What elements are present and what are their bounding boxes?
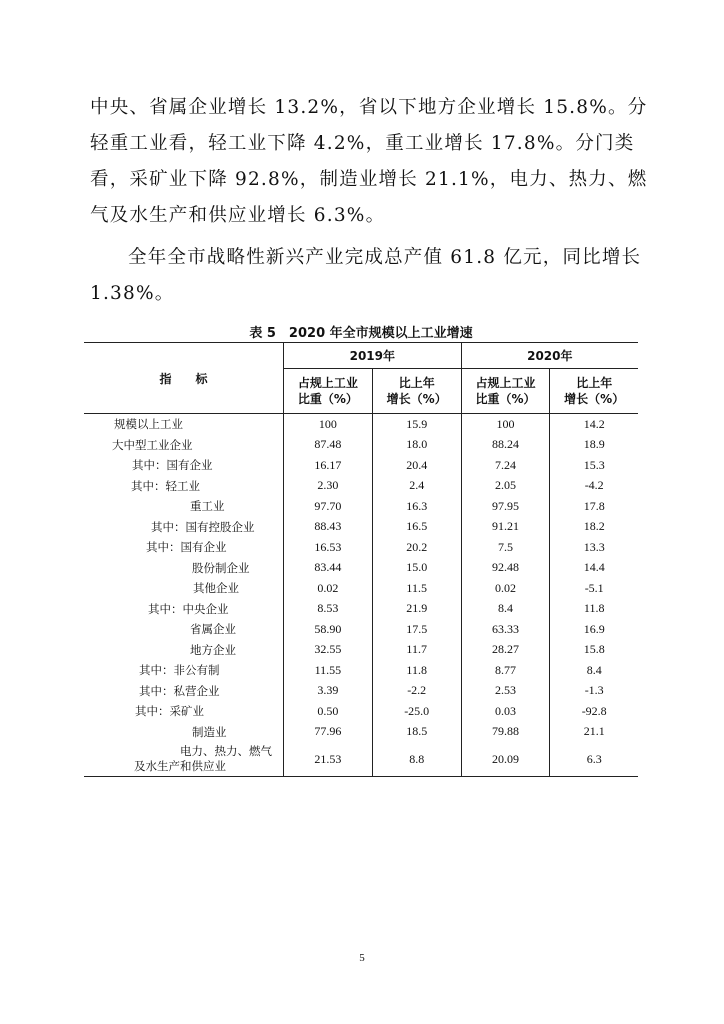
cell-share-2020: 2.05 — [461, 476, 550, 497]
cell-growth-2019: 18.0 — [372, 435, 461, 456]
cell-share-2020: 79.88 — [461, 722, 550, 743]
cell-growth-2020: -92.8 — [581, 703, 607, 718]
header-growth-2019: 比上年 增长（%） — [372, 369, 461, 414]
header-year-2019: 2019年 — [284, 343, 462, 369]
table-row — [84, 558, 638, 579]
cell-growth-2020: 16.9 — [583, 621, 605, 636]
row-label: 大中型工业企业 — [84, 435, 284, 456]
table-row — [84, 578, 638, 599]
cell-growth-2020: -5.1 — [584, 580, 604, 595]
cell-share-2020: 91.21 — [461, 517, 550, 538]
table-row — [84, 496, 638, 517]
cell-share-2020: 63.33 — [461, 619, 550, 640]
table-row — [84, 476, 638, 497]
cell-share-2019: 100 — [284, 414, 373, 435]
cell-share-2019: 2.30 — [284, 476, 373, 497]
table-row — [84, 414, 638, 435]
header-indicator: 指 标 — [84, 343, 284, 414]
row-label: 其中：采矿业 — [84, 701, 284, 722]
cell-growth-2020: -1.3 — [584, 683, 604, 698]
cell-share-2020: 20.09 — [461, 742, 550, 777]
cell-growth-2020: 21.1 — [583, 724, 605, 739]
row-label: 其中：私营企业 — [84, 681, 284, 702]
cell-growth-2020: 17.8 — [583, 498, 605, 513]
header-growth-2020: 比上年 增长（%） — [550, 369, 638, 414]
table-row — [84, 742, 638, 777]
cell-growth-2019: 8.8 — [372, 742, 461, 777]
table-row — [84, 722, 638, 743]
row-label: 其中：非公有制 — [84, 660, 284, 681]
cell-growth-2019: 20.4 — [372, 455, 461, 476]
row-label: 其中：中央企业 — [84, 599, 284, 620]
cell-growth-2020: 14.2 — [583, 416, 605, 431]
cell-growth-2019: -2.2 — [372, 681, 461, 702]
cell-share-2019: 0.02 — [284, 578, 373, 599]
cell-share-2020: 0.03 — [461, 701, 550, 722]
cell-share-2019: 16.53 — [284, 537, 373, 558]
cell-share-2020: 100 — [461, 414, 550, 435]
industry-growth-table — [84, 342, 638, 777]
row-label: 省属企业 — [84, 619, 284, 640]
cell-growth-2019: 16.3 — [372, 496, 461, 517]
cell-share-2019: 32.55 — [284, 640, 373, 661]
cell-share-2020: 88.24 — [461, 435, 550, 456]
cell-growth-2020: 15.3 — [583, 457, 605, 472]
row-label: 地方企业 — [84, 640, 284, 661]
table-caption: 表 5 2020 年全市规模以上工业增速 — [249, 326, 473, 341]
cell-share-2019: 21.53 — [284, 742, 373, 777]
table-row — [84, 435, 638, 456]
cell-growth-2019: -25.0 — [372, 701, 461, 722]
cell-growth-2019: 11.5 — [372, 578, 461, 599]
cell-growth-2019: 2.4 — [372, 476, 461, 497]
cell-growth-2019: 11.8 — [372, 660, 461, 681]
paragraph-emerging-industries-text: 全年全市战略性新兴产业完成总产值 61.8 亿元，同比增长 1.38%。 — [90, 247, 642, 304]
cell-growth-2020: 13.3 — [583, 539, 605, 554]
cell-share-2020: 28.27 — [461, 640, 550, 661]
cell-growth-2020: 14.4 — [583, 560, 605, 575]
row-label-multiline: 电力、热力、燃气 及水生产和供应业 — [84, 742, 284, 777]
cell-growth-2019: 15.0 — [372, 558, 461, 579]
cell-share-2019: 3.39 — [284, 681, 373, 702]
cell-share-2019: 88.43 — [284, 517, 373, 538]
cell-growth-2020: 8.4 — [586, 662, 602, 677]
cell-growth-2019: 15.9 — [372, 414, 461, 435]
cell-growth-2019: 20.2 — [372, 537, 461, 558]
cell-share-2020: 92.48 — [461, 558, 550, 579]
cell-growth-2019: 21.9 — [372, 599, 461, 620]
cell-growth-2019: 18.5 — [372, 722, 461, 743]
cell-share-2019: 16.17 — [284, 455, 373, 476]
row-label: 其中：轻工业 — [84, 476, 284, 497]
paragraph-industry-growth: 中央、省属企业增长 13.2%，省以下地方企业增长 15.8%。分轻重工业看，轻工业下降 4.2%，重工业增长 17.8%。分门类看，采矿业下降 92.8%，制造业增长 21.1%，电力、热力、燃气及水生产和供应业增长 6.3%。 — [90, 97, 648, 226]
page-number: 5 — [359, 952, 365, 964]
cell-share-2019: 11.55 — [284, 660, 373, 681]
table-row — [84, 455, 638, 476]
cell-growth-2019: 11.7 — [372, 640, 461, 661]
cell-share-2020: 0.02 — [461, 578, 550, 599]
row-label: 其中：国有企业 — [84, 455, 284, 476]
cell-share-2019: 97.70 — [284, 496, 373, 517]
row-label: 其他企业 — [84, 578, 284, 599]
cell-growth-2020: 6.3 — [586, 751, 602, 766]
cell-growth-2020: 18.2 — [583, 519, 605, 534]
cell-share-2019: 8.53 — [284, 599, 373, 620]
cell-share-2019: 58.90 — [284, 619, 373, 640]
cell-growth-2020: -4.2 — [584, 478, 604, 493]
table-row — [84, 640, 638, 661]
cell-share-2020: 7.24 — [461, 455, 550, 476]
cell-growth-2020: 11.8 — [583, 601, 605, 616]
cell-share-2020: 97.95 — [461, 496, 550, 517]
cell-growth-2019: 16.5 — [372, 517, 461, 538]
cell-growth-2020: 15.8 — [583, 642, 605, 657]
paragraph-emerging-industries — [90, 240, 650, 312]
header-share-2019: 占规上工业 比重（%） — [284, 369, 373, 414]
cell-share-2020: 2.53 — [461, 681, 550, 702]
cell-share-2019: 87.48 — [284, 435, 373, 456]
table-row — [84, 660, 638, 681]
row-label: 其中：国有控股企业 — [84, 517, 284, 538]
table-row — [84, 599, 638, 620]
table-row — [84, 537, 638, 558]
table-row — [84, 517, 638, 538]
table-body — [84, 414, 638, 777]
row-label: 重工业 — [84, 496, 284, 517]
row-label: 规模以上工业 — [84, 414, 284, 435]
row-label: 股份制企业 — [84, 558, 284, 579]
cell-growth-2020: 18.9 — [583, 437, 605, 452]
cell-share-2020: 8.77 — [461, 660, 550, 681]
row-label: 制造业 — [84, 722, 284, 743]
header-year-2020: 2020年 — [461, 343, 638, 369]
table-row — [84, 681, 638, 702]
row-label: 其中：国有企业 — [84, 537, 284, 558]
cell-share-2019: 0.50 — [284, 701, 373, 722]
table-row — [84, 701, 638, 722]
cell-share-2020: 8.4 — [461, 599, 550, 620]
cell-share-2019: 77.96 — [284, 722, 373, 743]
cell-share-2019: 83.44 — [284, 558, 373, 579]
cell-growth-2019: 17.5 — [372, 619, 461, 640]
cell-share-2020: 7.5 — [461, 537, 550, 558]
header-share-2020: 占规上工业 比重（%） — [461, 369, 550, 414]
table-row — [84, 619, 638, 640]
